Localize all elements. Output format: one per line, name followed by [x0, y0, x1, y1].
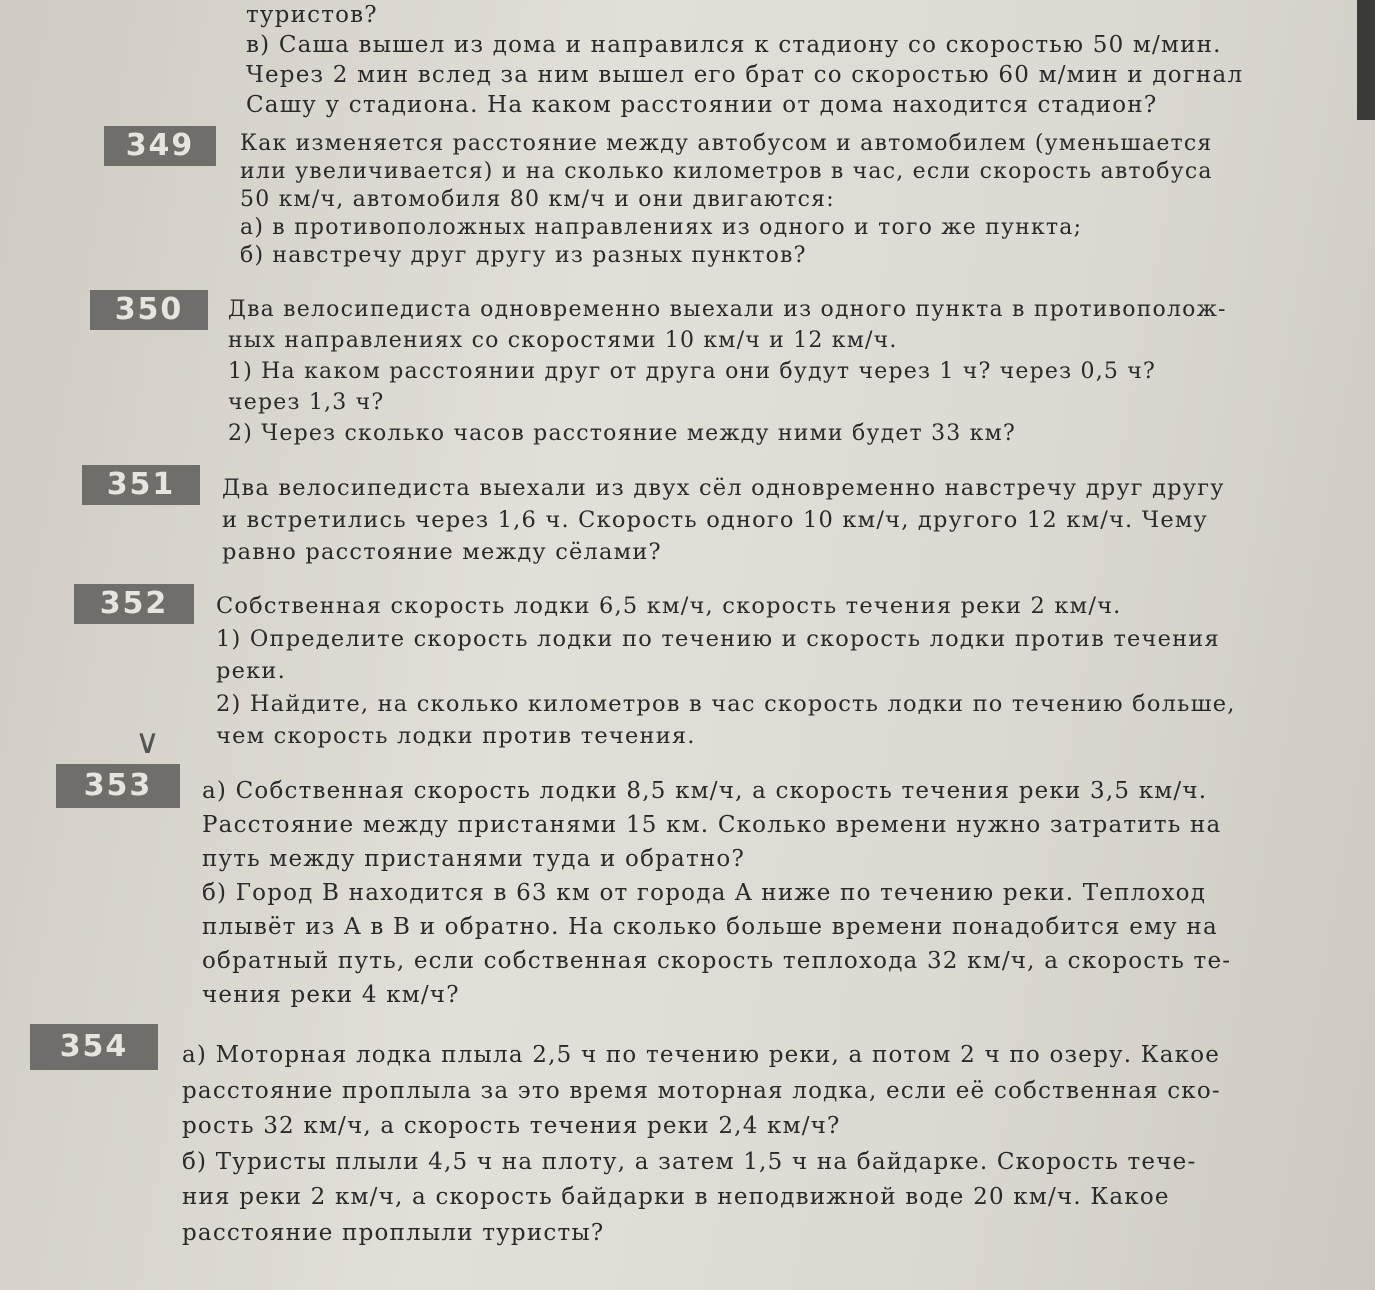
- problem-line: б) Город B находится в 63 км от города A ниже по течению реки. Теплоход: [202, 880, 1207, 906]
- problem-line: расстояние проплыли туристы?: [182, 1219, 605, 1246]
- problem-line: Как изменяется расстояние между автобусом и автомобилем (уменьшается: [240, 131, 1213, 156]
- problem-text-351: [222, 472, 1225, 568]
- problem-text-353: [202, 774, 1231, 1012]
- problem-line: 1) На каком расстоянии друг от друга они будут через 1 ч? через 0,5 ч?: [228, 359, 1157, 384]
- checkmark-icon: ∨: [135, 722, 160, 762]
- problem-line: через 1,3 ч?: [228, 390, 385, 415]
- intro-line: Через 2 мин вслед за ним вышел его брат со скоростью 60 м/мин и догнал: [246, 62, 1244, 88]
- problem-line: путь между пристанями туда и обратно?: [202, 846, 745, 872]
- problem-line: а) Собственная скорость лодки 8,5 км/ч, а скорость течения реки 3,5 км/ч.: [202, 778, 1208, 804]
- problem-number-352: 352: [74, 584, 194, 624]
- problem-text-352: [216, 590, 1236, 753]
- problem-line: Собственная скорость лодки 6,5 км/ч, скорость течения реки 2 км/ч.: [216, 593, 1122, 619]
- problem-number-351: 351: [82, 465, 200, 505]
- problem-line: рость 32 км/ч, а скорость течения реки 2,4 км/ч?: [182, 1113, 841, 1139]
- problem-line: 2) Через сколько часов расстояние между ними будет 33 км?: [228, 421, 1016, 446]
- problem-line: плывёт из A в B и обратно. На сколько больше времени понадобится ему на: [202, 914, 1218, 940]
- problem-line: Два велосипедиста выехали из двух сёл одновременно навстречу друг другу: [222, 475, 1225, 501]
- problem-line: Расстояние между пристанями 15 км. Сколько времени нужно затратить на: [202, 812, 1222, 838]
- problem-line: и встретились через 1,6 ч. Скорость одного 10 км/ч, другого 12 км/ч. Чему: [222, 507, 1208, 533]
- problem-line: б) навстречу друг другу из разных пунктов?: [240, 243, 807, 268]
- problem-text-350: [228, 294, 1227, 449]
- problem-line: расстояние проплыла за это время моторная лодка, если её собственная ско-: [182, 1077, 1221, 1104]
- problem-line: а) в противоположных направлениях из одного и того же пункта;: [240, 215, 1083, 240]
- problem-line: равно расстояние между сёлами?: [222, 539, 662, 565]
- problem-line: 2) Найдите, на сколько километров в час скорость лодки по течению больше,: [216, 690, 1236, 717]
- intro-line: Сашу у стадиона. На каком расстоянии от дома находится стадион?: [246, 92, 1158, 118]
- intro-text: [246, 0, 1276, 120]
- problem-text-354: [182, 1038, 1221, 1251]
- problem-line: ния реки 2 км/ч, а скорость байдарки в неподвижной воде 20 км/ч. Какое: [182, 1184, 1170, 1210]
- page-edge-shadow: [1357, 0, 1375, 120]
- intro-line: в) Саша вышел из дома и направился к стадиону со скоростью 50 м/мин.: [246, 32, 1222, 58]
- problem-line: или увеличивается) и на сколько километров в час, если скорость автобуса: [240, 159, 1213, 184]
- problem-line: чем скорость лодки против течения.: [216, 723, 696, 749]
- problem-line: ных направлениях со скоростями 10 км/ч и 12 км/ч.: [228, 328, 898, 353]
- problem-line: а) Моторная лодка плыла 2,5 ч по течению реки, а потом 2 ч по озеру. Какое: [182, 1042, 1221, 1068]
- problem-line: чения реки 4 км/ч?: [202, 982, 460, 1008]
- problem-line: Два велосипедиста одновременно выехали из одного пункта в противополож-: [228, 297, 1227, 322]
- problem-line: обратный путь, если собственная скорость теплохода 32 км/ч, а скорость те-: [202, 948, 1232, 974]
- intro-line: туристов?: [246, 2, 378, 28]
- problem-line: реки.: [216, 658, 286, 684]
- problem-text-349: [240, 130, 1213, 270]
- problem-line: 50 км/ч, автомобиля 80 км/ч и они двигаются:: [240, 187, 835, 212]
- problem-number-349: 349: [104, 126, 216, 166]
- problem-number-353: 353: [56, 764, 180, 808]
- problem-line: 1) Определите скорость лодки по течению и скорость лодки против течения: [216, 625, 1220, 652]
- problem-line: б) Туристы плыли 4,5 ч на плоту, а затем 1,5 ч на байдарке. Скорость тече-: [182, 1148, 1197, 1175]
- problem-number-354: 354: [30, 1024, 158, 1070]
- problem-number-350: 350: [90, 290, 208, 330]
